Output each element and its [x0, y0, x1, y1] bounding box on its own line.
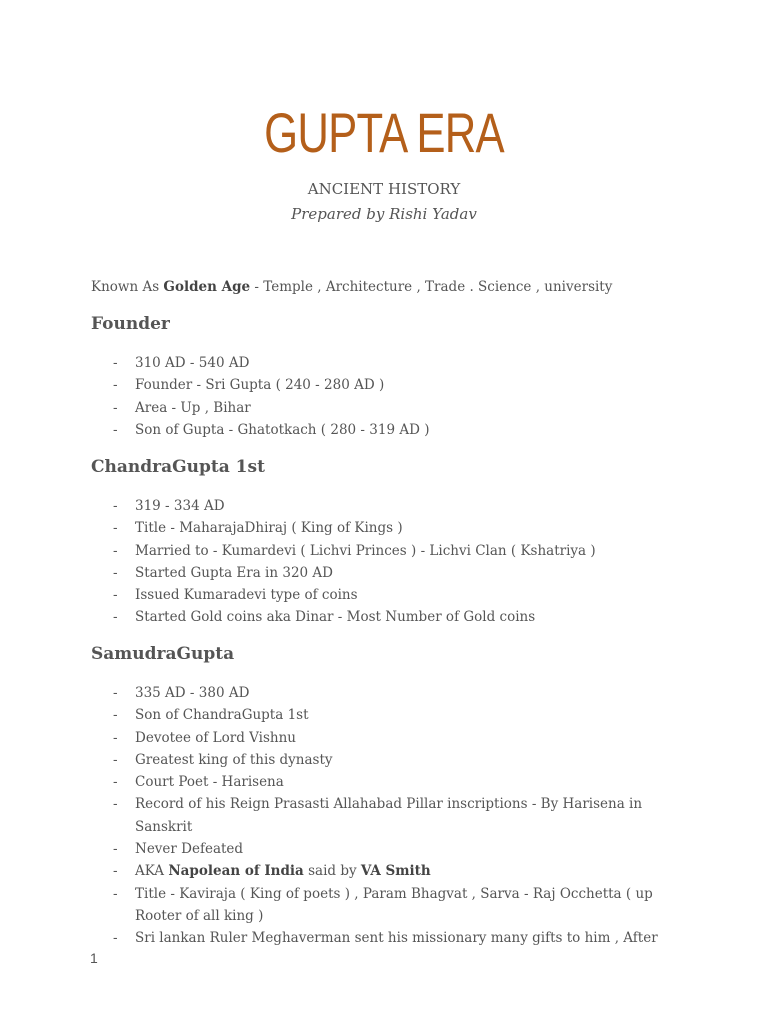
document-title: GUPTA ERA [264, 101, 504, 164]
page-number: 1 [90, 950, 98, 966]
bullet-dash: - [113, 609, 118, 626]
bullet-dash: - [113, 520, 118, 537]
list-item: - Son of Gupta - Ghatotkach ( 280 - 319 AD ) [91, 419, 691, 441]
list-item: - 310 AD - 540 AD [91, 352, 691, 374]
bullet-dash: - [113, 930, 118, 947]
document-subtitle: ANCIENT HISTORY [307, 180, 461, 198]
list-item: - Started Gold coins aka Dinar - Most Number of Gold coins [91, 606, 691, 628]
section-heading-chandragupta: ChandraGupta 1st [91, 457, 265, 477]
document-author: Prepared by Rishi Yadav [291, 205, 477, 223]
list-item: - Title - MaharajaDhiraj ( King of Kings ) [91, 517, 691, 539]
list-item: - 319 - 334 AD [91, 495, 691, 517]
bullet-dash: - [113, 377, 118, 394]
bullet-dash: - [113, 685, 118, 701]
section-list-samudragupta [91, 682, 691, 950]
list-item: - Issued Kumaradevi type of coins [91, 584, 691, 606]
list-item: - Title - Kaviraja ( King of poets ) , Param Bhagvat , Sarva - Raj Occhetta ( up Rooter of all king ) [91, 883, 691, 928]
section-list-founder [91, 352, 691, 441]
bullet-dash: - [113, 729, 118, 746]
intro-prefix: Known As [91, 279, 164, 295]
list-item: - Sri lankan Ruler Meghaverman sent his missionary many gifts to him , After [91, 927, 691, 949]
list-item: - Founder - Sri Gupta ( 240 - 280 AD ) [91, 374, 691, 396]
bullet-dash: - [113, 498, 118, 514]
intro-suffix: - Temple , Architecture , Trade . Science , university [250, 279, 613, 295]
bullet-dash: - [113, 587, 118, 604]
section-heading-samudragupta: SamudraGupta [91, 644, 235, 664]
list-item-aka: - AKA Napolean of India said by VA Smith [91, 860, 691, 882]
bullet-dash: - [113, 564, 118, 581]
intro-line [91, 279, 612, 295]
list-item: - Started Gupta Era in 320 AD [91, 562, 691, 584]
list-item: - Record of his Reign Prasasti Allahabad Pillar inscriptions - By Harisena in Sanskrit [91, 793, 691, 838]
list-item: - Son of ChandraGupta 1st [91, 704, 691, 726]
bullet-dash: - [113, 399, 118, 416]
bullet-dash: - [113, 885, 118, 902]
bullet-dash: - [113, 796, 118, 813]
bullet-dash: - [113, 355, 118, 371]
bullet-dash: - [113, 751, 118, 768]
list-item: - Never Defeated [91, 838, 691, 860]
list-item: - Devotee of Lord Vishnu [91, 727, 691, 749]
bullet-dash: - [113, 707, 118, 724]
bullet-dash: - [113, 542, 118, 559]
list-item: - Married to - Kumardevi ( Lichvi Princes ) - Lichvi Clan ( Kshatriya ) [91, 540, 691, 562]
section-list-chandragupta [91, 495, 691, 629]
list-item: - Area - Up , Bihar [91, 397, 691, 419]
intro-bold: Golden Age [163, 279, 251, 295]
bullet-dash: - [113, 863, 118, 880]
bullet-dash: - [113, 774, 118, 791]
bullet-dash: - [113, 841, 118, 858]
list-item: - 335 AD - 380 AD [91, 682, 691, 704]
list-item: - Greatest king of this dynasty [91, 749, 691, 771]
bullet-dash: - [113, 421, 118, 438]
list-item: - Court Poet - Harisena [91, 771, 691, 793]
section-heading-founder: Founder [91, 314, 170, 334]
